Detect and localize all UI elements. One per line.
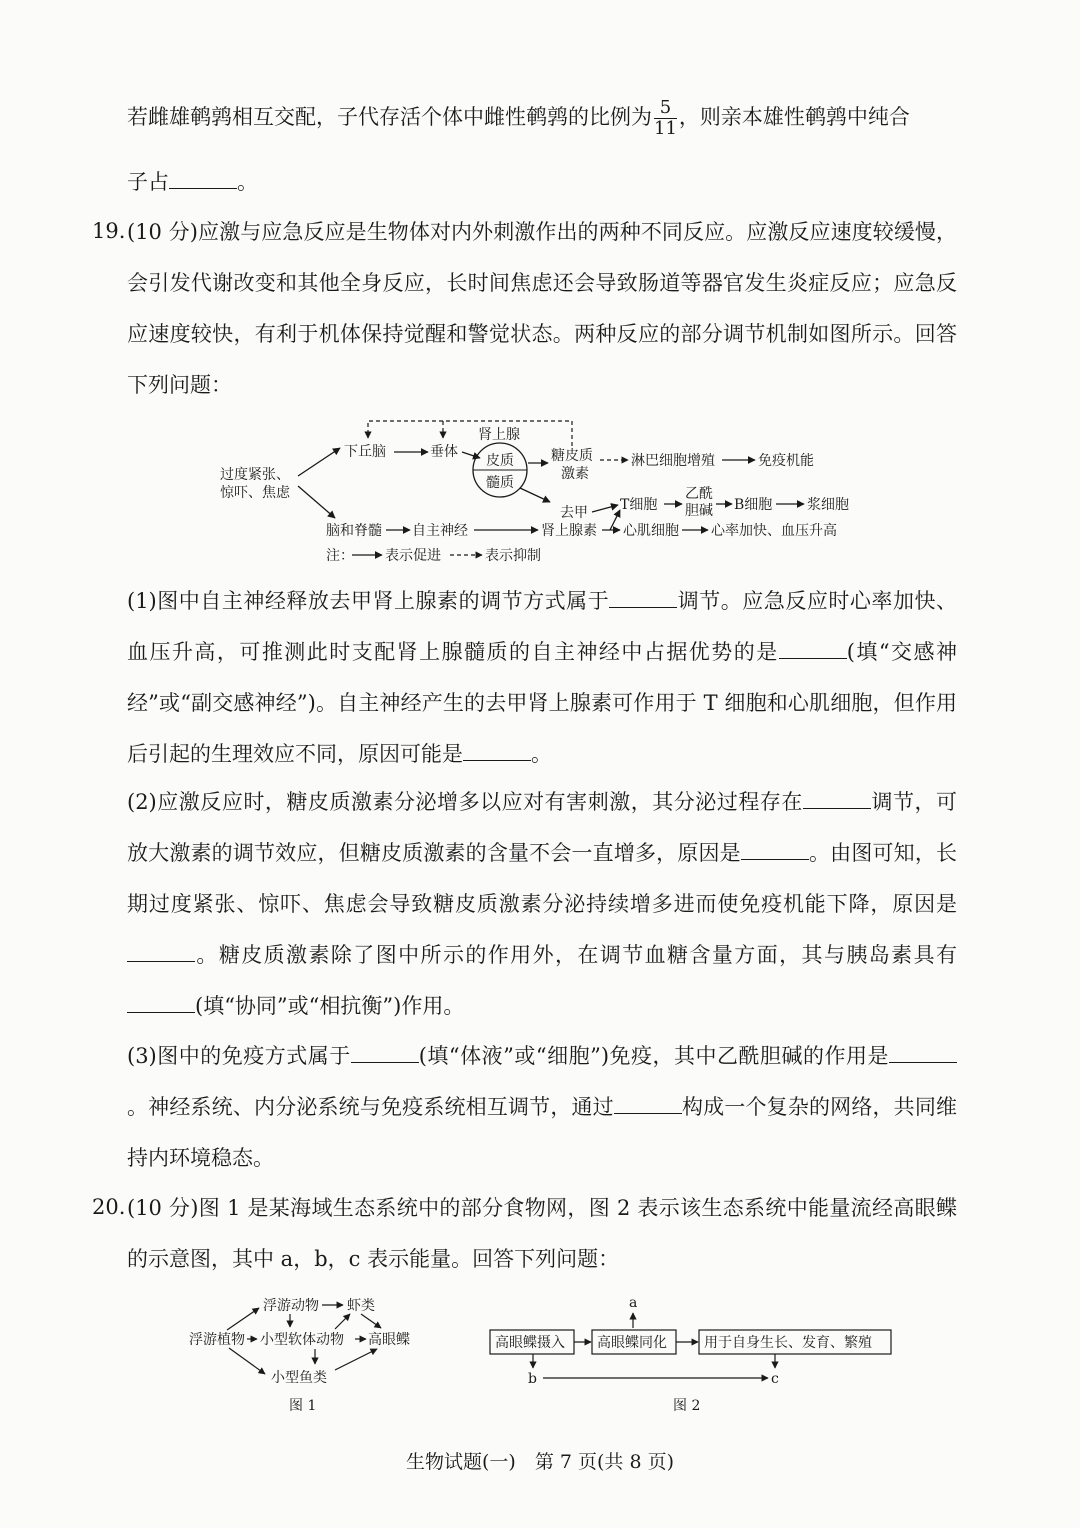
q20-intro: (10 分)图 1 是某海域生态系统中的部分食物网，图 2 表示该生态系统中能量流经高眼鲽的示意图，其中 a，b，c 表示能量。回答下列问题： — [127, 1196, 957, 1271]
stimulus-label-1: 过度紧张、 — [220, 467, 290, 483]
arrow-norepinephrine-tcell — [592, 505, 618, 512]
question-text: (填“交感神经”或“副交感神经”)。自主神经产生的去甲肾上腺素可作用于 T 细胞和心肌细胞，但作用后引起的生理效应不同，原因可能是 — [127, 640, 957, 766]
answer-blank[interactable] — [614, 1095, 682, 1114]
legend-note-prefix: 注： — [326, 548, 354, 564]
question-text: (3)图中的免疫方式属于 — [127, 1044, 351, 1068]
b-cell-label: B细胞 — [734, 497, 773, 513]
question-text: (2)应激反应时，糖皮质激素分泌增多以应对有害刺激，其分泌过程存在 — [127, 790, 803, 814]
q18-tail-line2 — [127, 157, 957, 208]
autonomic-nerve-label: 自主神经 — [412, 523, 468, 539]
arrow-fish-flounder — [335, 1349, 377, 1370]
figure1-caption: 图 1 — [289, 1398, 317, 1414]
question-text: (1)图中自主神经释放去甲肾上腺素的调节方式属于 — [127, 589, 610, 613]
feedback-inhibition-dashed — [368, 421, 572, 446]
t-cell-label: T细胞 — [620, 497, 658, 513]
q19-intro: (10 分)应激与应急反应是生物体对内外刺激作出的两种不同反应。应激反应速度较缓慢，会引发代谢改变和其他全身反应，长时间焦虑还会导致肠道等器官发生炎症反应；应急反应速度较快，有利于机体保持觉醒和警觉状态。两种反应的部分调节机制如图所示。回答下列问题： — [127, 220, 957, 397]
acetylcholine-label-1: 乙酰 — [685, 486, 713, 502]
energy-a-label: a — [629, 1295, 638, 1311]
question-text: 。糖皮质激素除了图中所示的作用外，在调节血糖含量方面，其与胰岛素具有 — [195, 943, 957, 967]
answer-blank[interactable] — [127, 994, 195, 1013]
q18-text-before: 若雌雄鹌鹑相互交配，子代存活个体中雌性鹌鹑的比例为 — [127, 105, 652, 129]
growth-label: 用于自身生长、发育、繁殖 — [704, 1335, 872, 1351]
arrow-phyto-fish — [229, 1348, 265, 1374]
q19-number: 19. — [92, 219, 126, 243]
q20-figure2-energy-flow — [485, 1292, 905, 1417]
cardiomyocyte-label: 心肌细胞 — [623, 523, 679, 539]
norepinephrine-bottom-label: 肾上腺素 — [541, 523, 597, 539]
question-text: (填“协同”或“相抗衡”)作用。 — [195, 994, 465, 1018]
shrimp-label: 虾类 — [347, 1298, 375, 1314]
legend-inhibit-label: 表示抑制 — [485, 548, 541, 564]
question-text: 调节。应急反应时心率加快、血压升高，可推测此时支配肾上腺髓质的自主神经中占据优势的是 — [127, 589, 957, 664]
question-text: 构成一个复杂的网络，共同维持内环境稳态。 — [127, 1095, 958, 1170]
arrow-medulla-norepinephrine — [520, 488, 550, 502]
answer-blank[interactable] — [169, 170, 237, 189]
figure2-caption: 图 2 — [673, 1398, 701, 1414]
question-text: 。 — [531, 742, 552, 766]
cortex-label: 皮质 — [486, 453, 514, 469]
energy-c-label: c — [771, 1371, 779, 1387]
heart-effect-label: 心率加快、血压升高 — [711, 523, 837, 539]
zooplankton-label: 浮游动物 — [263, 1298, 319, 1314]
q19-part3 — [127, 1031, 957, 1184]
question-text: 。由图可知，长期过度紧张、惊吓、焦虑会导致糖皮质激素分泌持续增多进而使免疫机能下降，原因是 — [127, 841, 958, 916]
intake-label: 高眼鲽摄入 — [495, 1335, 565, 1351]
small-fish-label: 小型鱼类 — [271, 1370, 327, 1386]
question-text: 调节，可放大激素的调节效应，但糖皮质激素的含量不会一直增多，原因是 — [127, 790, 958, 865]
answer-blank[interactable] — [889, 1044, 957, 1063]
answer-blank[interactable] — [463, 742, 531, 761]
answer-blank[interactable] — [779, 640, 847, 659]
cns-label: 脑和脊髓 — [326, 523, 382, 539]
answer-blank[interactable] — [127, 943, 195, 962]
energy-b-label: b — [528, 1371, 537, 1387]
plasma-cell-label: 浆细胞 — [807, 497, 849, 513]
q19-part2 — [127, 777, 957, 1032]
phytoplankton-label: 浮游植物 — [189, 1332, 245, 1348]
adrenal-label: 肾上腺 — [478, 427, 520, 443]
medulla-label: 髓质 — [486, 475, 514, 491]
q18-tail-line1 — [127, 92, 957, 143]
fraction-5-11 — [654, 98, 677, 139]
fraction-denominator: 11 — [654, 118, 677, 139]
q19-regulation-diagram — [200, 418, 900, 578]
arrow-stimulus-hypothalamus — [298, 448, 340, 476]
fraction-numerator: 5 — [654, 98, 677, 119]
immune-function-label: 免疫机能 — [758, 453, 814, 469]
norepinephrine-top-label: 去甲 — [560, 505, 588, 521]
glucocorticoid-label-2: 激素 — [561, 466, 589, 482]
answer-blank[interactable] — [609, 589, 677, 608]
q18-text-after: ，则亲本雄性鹌鹑中纯合 — [678, 105, 910, 129]
question-text: 。神经系统、内分泌系统与免疫系统相互调节，通过 — [127, 1095, 614, 1119]
page-footer: 生物试题(一) 第 7 页(共 8 页) — [406, 1451, 674, 1473]
legend-promote-label: 表示促进 — [385, 548, 441, 564]
arrow-stimulus-cns — [298, 486, 335, 518]
mollusk-label: 小型软体动物 — [260, 1332, 344, 1348]
answer-blank[interactable] — [803, 790, 871, 809]
stimulus-label-2: 惊吓、焦虑 — [220, 485, 290, 501]
assimilation-label: 高眼鲽同化 — [597, 1335, 667, 1351]
flounder-label: 高眼鲽 — [368, 1332, 410, 1348]
q18-line2-text: 子占 — [127, 170, 169, 194]
pituitary-label: 垂体 — [430, 444, 458, 460]
arrow-phyto-zoo — [227, 1308, 259, 1330]
hypothalamus-label: 下丘脑 — [344, 444, 386, 460]
acetylcholine-label-2: 胆碱 — [685, 503, 713, 519]
answer-blank[interactable] — [741, 841, 809, 860]
question-text: (填“体液”或“细胞”)免疫，其中乙酰胆碱的作用是 — [418, 1044, 890, 1068]
lymph-proliferation-label: 淋巴细胞增殖 — [631, 453, 715, 469]
answer-blank[interactable] — [351, 1044, 419, 1063]
arrow-mollusk-shrimp — [335, 1314, 350, 1329]
q19-part1 — [127, 576, 957, 780]
q18-line2-end: 。 — [237, 170, 258, 194]
arrow-shrimp-flounder — [361, 1314, 381, 1328]
glucocorticoid-label-1: 糖皮质 — [551, 448, 593, 464]
arrow-norepinephrine-tcell-up — [610, 510, 620, 530]
q20-figure1-food-web — [185, 1292, 445, 1417]
q20-number: 20. — [92, 1195, 126, 1219]
